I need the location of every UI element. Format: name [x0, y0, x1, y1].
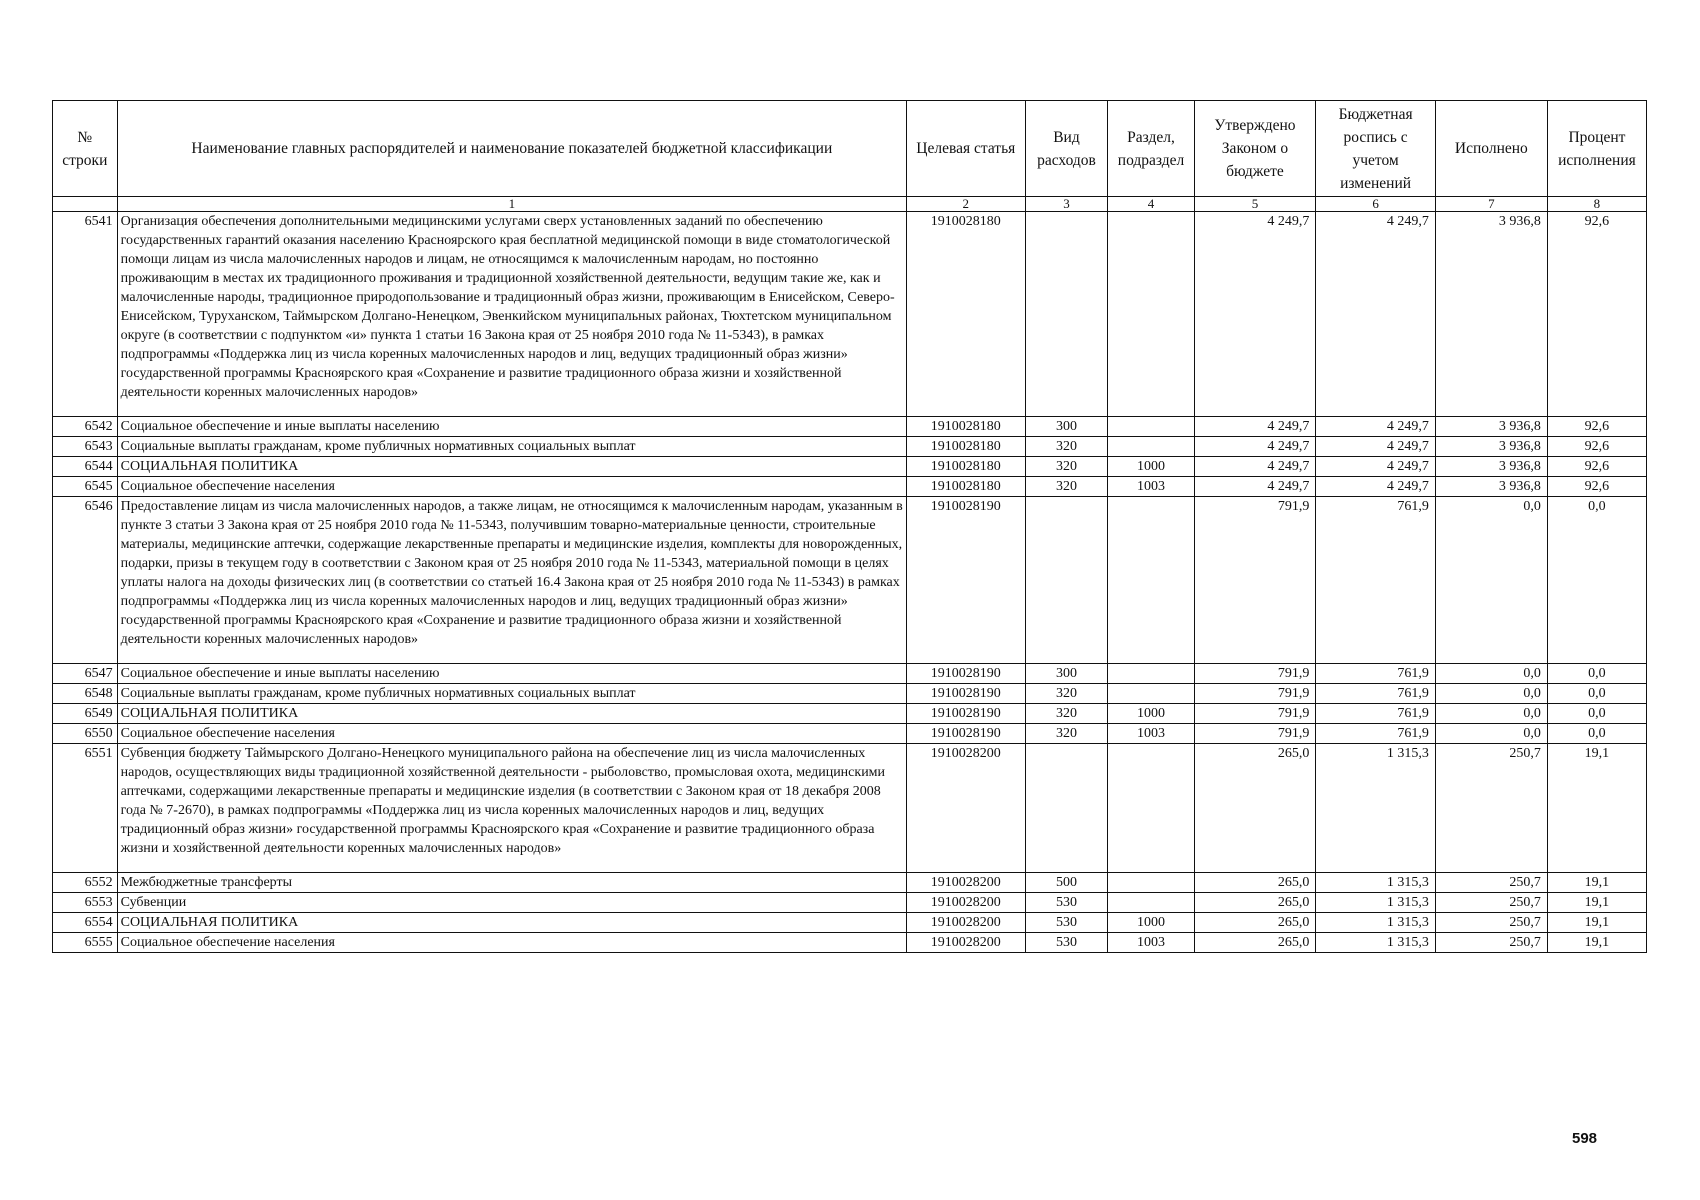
target-article-cell: 1910028180	[907, 417, 1025, 437]
section-cell	[1108, 212, 1194, 417]
expense-kind-cell: 320	[1025, 704, 1108, 724]
section-cell: 1000	[1108, 457, 1194, 477]
executed-amount-cell: 0,0	[1435, 724, 1547, 744]
section-cell: 1003	[1108, 724, 1194, 744]
column-number-row	[53, 197, 1647, 212]
section-cell	[1108, 497, 1194, 664]
section-cell	[1108, 437, 1194, 457]
approved-amount-cell: 791,9	[1194, 724, 1316, 744]
approved-amount-cell: 265,0	[1194, 873, 1316, 893]
row-name-cell: СОЦИАЛЬНАЯ ПОЛИТИКА	[117, 704, 906, 724]
target-article-cell: 1910028200	[907, 933, 1025, 953]
percent-cell: 92,6	[1547, 212, 1646, 417]
section-cell: 1003	[1108, 933, 1194, 953]
row-number-cell: 6543	[53, 437, 118, 457]
table-row	[53, 457, 1647, 477]
executed-amount-cell: 3 936,8	[1435, 212, 1547, 417]
row-number-cell: 6546	[53, 497, 118, 664]
approved-amount-cell: 4 249,7	[1194, 457, 1316, 477]
header-executed: Исполнено	[1435, 101, 1547, 197]
target-article-cell: 1910028200	[907, 744, 1025, 873]
budget-amount-cell: 761,9	[1316, 684, 1436, 704]
section-cell: 1003	[1108, 477, 1194, 497]
expense-kind-cell: 300	[1025, 664, 1108, 684]
table-row	[53, 913, 1647, 933]
section-cell	[1108, 744, 1194, 873]
approved-amount-cell: 4 249,7	[1194, 477, 1316, 497]
row-name-cell: СОЦИАЛЬНАЯ ПОЛИТИКА	[117, 457, 906, 477]
percent-cell: 0,0	[1547, 684, 1646, 704]
row-number-cell: 6549	[53, 704, 118, 724]
expense-kind-cell	[1025, 497, 1108, 664]
row-number-cell: 6544	[53, 457, 118, 477]
budget-amount-cell: 4 249,7	[1316, 212, 1436, 417]
expense-kind-cell: 320	[1025, 437, 1108, 457]
approved-amount-cell: 265,0	[1194, 893, 1316, 913]
table-row	[53, 437, 1647, 457]
section-cell	[1108, 873, 1194, 893]
expense-kind-cell: 320	[1025, 477, 1108, 497]
row-name-cell: Межбюджетные трансферты	[117, 873, 906, 893]
table-row	[53, 933, 1647, 953]
approved-amount-cell: 791,9	[1194, 684, 1316, 704]
executed-amount-cell: 3 936,8	[1435, 417, 1547, 437]
executed-amount-cell: 3 936,8	[1435, 477, 1547, 497]
column-number: 7	[1435, 197, 1547, 212]
section-cell	[1108, 417, 1194, 437]
table-row	[53, 212, 1647, 417]
expense-kind-cell	[1025, 212, 1108, 417]
expense-kind-cell: 530	[1025, 933, 1108, 953]
row-name-cell: Социальное обеспечение населения	[117, 724, 906, 744]
row-name-cell: СОЦИАЛЬНАЯ ПОЛИТИКА	[117, 913, 906, 933]
expense-kind-cell: 320	[1025, 724, 1108, 744]
row-number-cell: 6551	[53, 744, 118, 873]
target-article-cell: 1910028190	[907, 724, 1025, 744]
executed-amount-cell: 250,7	[1435, 913, 1547, 933]
percent-cell: 92,6	[1547, 417, 1646, 437]
page-number: 598	[1572, 1130, 1598, 1147]
budget-amount-cell: 4 249,7	[1316, 457, 1436, 477]
header-section: Раздел, подраздел	[1108, 101, 1194, 197]
approved-amount-cell: 791,9	[1194, 497, 1316, 664]
header-name: Наименование главных распорядителей и наименование показателей бюджетной классификации	[117, 101, 906, 197]
column-number: 4	[1108, 197, 1194, 212]
section-cell: 1000	[1108, 704, 1194, 724]
budget-amount-cell: 4 249,7	[1316, 417, 1436, 437]
expense-kind-cell: 300	[1025, 417, 1108, 437]
budget-amount-cell: 761,9	[1316, 704, 1436, 724]
row-number-cell: 6552	[53, 873, 118, 893]
row-name-cell: Предоставление лицам из числа малочисленных народов, а также лицам, не относящимся к малочисленным народам, указанным в пункте 3 статьи 3 Закона края от 25 ноября 2010 года № 11-5343, получившим товарно-материальные ценности, строительные материалы, медицинские аптечки, содержащие лекарственные препараты и медицинские изделия, комплекты для новорожденных, подарки, призы в текущем году в соответствии с Законом края от 25 ноября 2010 года № 11-5343, материальной помощи в целях уплаты налога на доходы физических лиц (в соответствии со статьей 16.4 Закона края от 25 ноября 2010 года № 11-5343) в рамках подпрограммы «Поддержка лиц из числа коренных малочисленных народов и лиц, ведущих традиционный образ жизни» государственной программы Красноярского края «Сохранение и развитие традиционного образа жизни и хозяйственной деятельности коренных малочисленных народов»	[117, 497, 906, 664]
approved-amount-cell: 265,0	[1194, 933, 1316, 953]
expense-kind-cell: 320	[1025, 457, 1108, 477]
row-name-cell: Социальные выплаты гражданам, кроме публичных нормативных социальных выплат	[117, 684, 906, 704]
column-number: 5	[1194, 197, 1316, 212]
target-article-cell: 1910028180	[907, 212, 1025, 417]
executed-amount-cell: 3 936,8	[1435, 457, 1547, 477]
executed-amount-cell: 250,7	[1435, 873, 1547, 893]
row-number-cell: 6545	[53, 477, 118, 497]
percent-cell: 0,0	[1547, 664, 1646, 684]
target-article-cell: 1910028200	[907, 893, 1025, 913]
expense-kind-cell: 320	[1025, 684, 1108, 704]
percent-cell: 92,6	[1547, 457, 1646, 477]
table-row	[53, 497, 1647, 664]
target-article-cell: 1910028180	[907, 457, 1025, 477]
expense-kind-cell: 500	[1025, 873, 1108, 893]
approved-amount-cell: 4 249,7	[1194, 417, 1316, 437]
target-article-cell: 1910028190	[907, 497, 1025, 664]
budget-amount-cell: 761,9	[1316, 724, 1436, 744]
column-number: 6	[1316, 197, 1436, 212]
row-name-cell: Социальное обеспечение и иные выплаты населению	[117, 664, 906, 684]
percent-cell: 0,0	[1547, 497, 1646, 664]
percent-cell: 19,1	[1547, 893, 1646, 913]
row-number-cell: 6541	[53, 212, 118, 417]
budget-amount-cell: 4 249,7	[1316, 477, 1436, 497]
target-article-cell: 1910028180	[907, 477, 1025, 497]
percent-cell: 92,6	[1547, 477, 1646, 497]
row-number-cell: 6555	[53, 933, 118, 953]
table-row	[53, 664, 1647, 684]
header-target-article: Целевая статья	[907, 101, 1025, 197]
header-expense-kind: Вид расходов	[1025, 101, 1108, 197]
column-number: 2	[907, 197, 1025, 212]
row-name-cell: Социальное обеспечение населения	[117, 477, 906, 497]
row-number-cell: 6542	[53, 417, 118, 437]
budget-amount-cell: 1 315,3	[1316, 913, 1436, 933]
row-name-cell: Социальное обеспечение населения	[117, 933, 906, 953]
table-row	[53, 893, 1647, 913]
budget-report-sheet	[52, 100, 1647, 953]
target-article-cell: 1910028190	[907, 684, 1025, 704]
approved-amount-cell: 791,9	[1194, 704, 1316, 724]
column-number: 8	[1547, 197, 1646, 212]
table-row	[53, 417, 1647, 437]
approved-amount-cell: 265,0	[1194, 913, 1316, 933]
executed-amount-cell: 0,0	[1435, 664, 1547, 684]
table-row	[53, 744, 1647, 873]
row-number-cell: 6548	[53, 684, 118, 704]
row-number-cell: 6547	[53, 664, 118, 684]
budget-amount-cell: 1 315,3	[1316, 893, 1436, 913]
approved-amount-cell: 791,9	[1194, 664, 1316, 684]
row-name-cell: Социальные выплаты гражданам, кроме публичных нормативных социальных выплат	[117, 437, 906, 457]
row-number-cell: 6553	[53, 893, 118, 913]
table-row	[53, 704, 1647, 724]
header-approved: Утверждено Законом о бюджете	[1194, 101, 1316, 197]
column-number	[53, 197, 118, 212]
row-name-cell: Социальное обеспечение и иные выплаты населению	[117, 417, 906, 437]
section-cell	[1108, 684, 1194, 704]
budget-amount-cell: 761,9	[1316, 497, 1436, 664]
table-row	[53, 873, 1647, 893]
executed-amount-cell: 250,7	[1435, 893, 1547, 913]
budget-amount-cell: 1 315,3	[1316, 933, 1436, 953]
expense-kind-cell: 530	[1025, 893, 1108, 913]
row-name-cell: Субвенции	[117, 893, 906, 913]
header-percent: Процент исполнения	[1547, 101, 1646, 197]
executed-amount-cell: 0,0	[1435, 497, 1547, 664]
row-name-cell: Субвенция бюджету Таймырского Долгано-Ненецкого муниципального района на обеспечение лиц из числа малочисленных народов, осуществляющих виды традиционной хозяйственной деятельности - рыболовство, промысловая охота, медицинскими аптечками, содержащими лекарственные препараты и медицинские изделия (в соответствии с Законом края от 18 декабря 2008 года № 7-2670), в рамках подпрограммы «Поддержка лиц из числа коренных малочисленных народов и лиц, ведущих традиционный образ жизни» государственной программы Красноярского края «Сохранение и развитие традиционного образа жизни и хозяйственной деятельности коренных малочисленных народов»	[117, 744, 906, 873]
budget-amount-cell: 1 315,3	[1316, 873, 1436, 893]
table-row	[53, 477, 1647, 497]
target-article-cell: 1910028200	[907, 913, 1025, 933]
table-header-row	[53, 101, 1647, 197]
target-article-cell: 1910028190	[907, 704, 1025, 724]
percent-cell: 92,6	[1547, 437, 1646, 457]
header-row-number: № строки	[53, 101, 118, 197]
executed-amount-cell: 250,7	[1435, 933, 1547, 953]
row-name-cell: Организация обеспечения дополнительными медицинскими услугами сверх установленных заданий по обеспечению государственных гарантий оказания населению Красноярского края бесплатной медицинской помощи в виде стоматологической помощи лицам из числа малочисленных народов и лицам, не относящимся к малочисленным народам, но постоянно проживающим в местах их традиционного проживания и традиционной хозяйственной деятельности, ведущим такие же, как и малочисленные народы, традиционное природопользование и традиционный образ жизни, проживающим в Енисейском, Северо-Енисейском, Туруханском, Таймырском Долгано-Ненецком, Эвенкийском муниципальных районах, Тюхтетском муниципальном округе (в соответствии с подпунктом «и» пункта 1 статьи 16 Закона края от 25 ноября 2010 года № 11-5343), в рамках подпрограммы «Поддержка лиц из числа коренных малочисленных народов и лиц, ведущих традиционный образ жизни» государственной программы Красноярского края «Сохранение и развитие традиционного образа жизни и хозяйственной деятельности коренных малочисленных народов»	[117, 212, 906, 417]
percent-cell: 19,1	[1547, 873, 1646, 893]
target-article-cell: 1910028190	[907, 664, 1025, 684]
budget-amount-cell: 761,9	[1316, 664, 1436, 684]
percent-cell: 0,0	[1547, 724, 1646, 744]
approved-amount-cell: 265,0	[1194, 744, 1316, 873]
expense-kind-cell: 530	[1025, 913, 1108, 933]
section-cell	[1108, 893, 1194, 913]
target-article-cell: 1910028180	[907, 437, 1025, 457]
budget-amount-cell: 1 315,3	[1316, 744, 1436, 873]
row-number-cell: 6554	[53, 913, 118, 933]
budget-amount-cell: 4 249,7	[1316, 437, 1436, 457]
target-article-cell: 1910028200	[907, 873, 1025, 893]
row-number-cell: 6550	[53, 724, 118, 744]
approved-amount-cell: 4 249,7	[1194, 437, 1316, 457]
budget-execution-table	[52, 100, 1647, 953]
executed-amount-cell: 0,0	[1435, 704, 1547, 724]
table-row	[53, 684, 1647, 704]
percent-cell: 19,1	[1547, 744, 1646, 873]
table-row	[53, 724, 1647, 744]
percent-cell: 19,1	[1547, 913, 1646, 933]
executed-amount-cell: 250,7	[1435, 744, 1547, 873]
section-cell	[1108, 664, 1194, 684]
section-cell: 1000	[1108, 913, 1194, 933]
executed-amount-cell: 0,0	[1435, 684, 1547, 704]
approved-amount-cell: 4 249,7	[1194, 212, 1316, 417]
percent-cell: 19,1	[1547, 933, 1646, 953]
percent-cell: 0,0	[1547, 704, 1646, 724]
header-budget-schedule: Бюджетная роспись с учетом изменений	[1316, 101, 1436, 197]
executed-amount-cell: 3 936,8	[1435, 437, 1547, 457]
expense-kind-cell	[1025, 744, 1108, 873]
column-number: 1	[117, 197, 906, 212]
column-number: 3	[1025, 197, 1108, 212]
